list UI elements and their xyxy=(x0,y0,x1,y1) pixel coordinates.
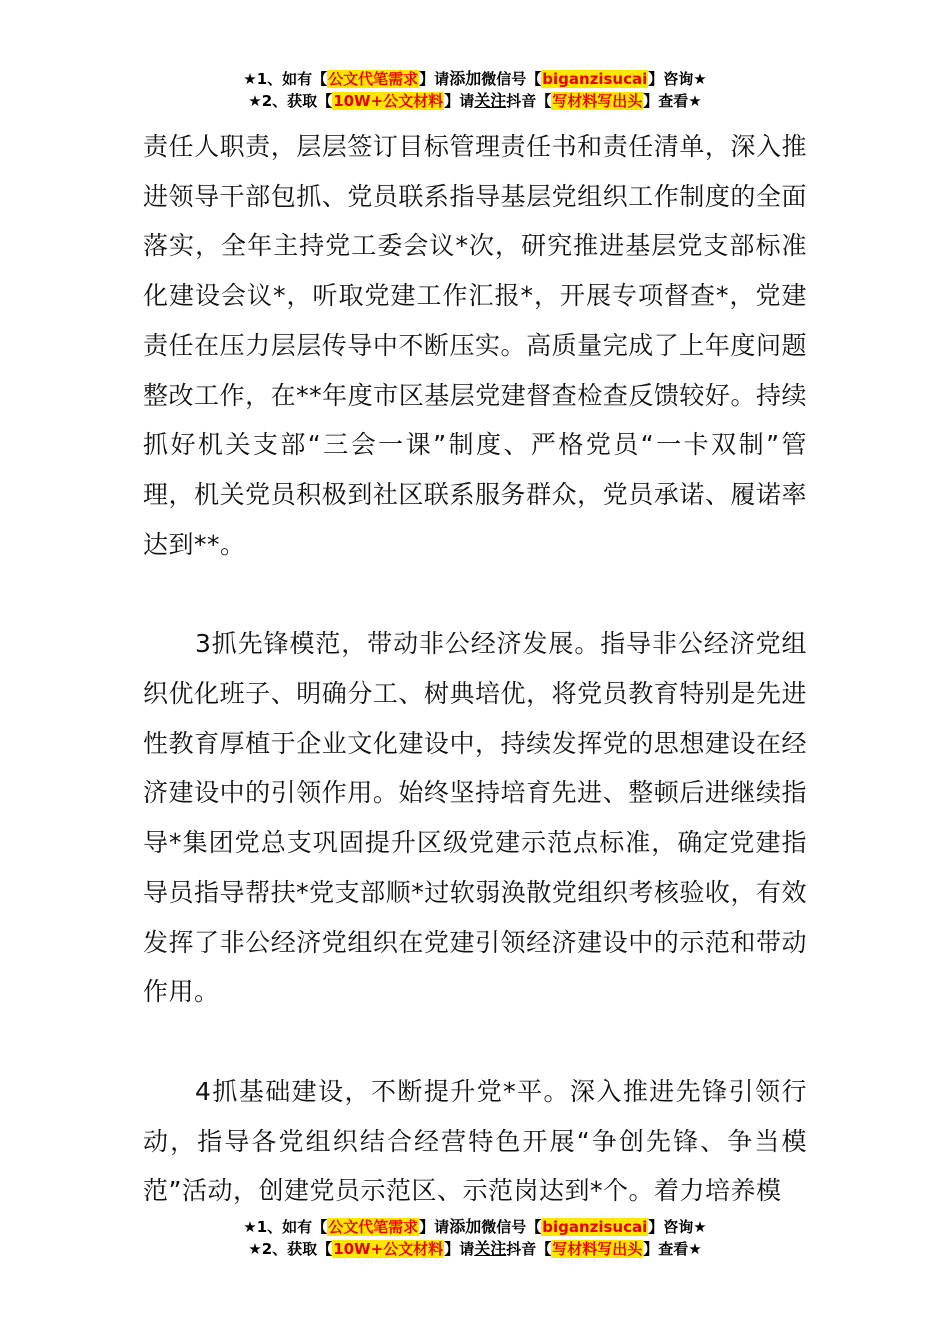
banner-douyin-id: 写材料写出头 xyxy=(552,92,643,110)
banner-text: ★1、如有【 xyxy=(243,70,328,88)
paragraph-2: 3抓先锋模范，带动非公经济发展。指导非公经济党组织优化班子、明确分工、树典培优，将党员教育特别是先进性教育厚植于企业文化建设中，持续发挥党的思想建设在经济建设中的引领作用。始终坚持培育先进、整顿后进继续指导*集团党总支巩固提升区级党建示范点标准，确定党建指导员指导帮扶*党支部顺*过软弱涣散党组织考核验收，有效发挥了非公经济党组织在党建引领经济建设中的示范和带动作用。 xyxy=(143,629,807,1007)
banner-text: ★2、获取【 xyxy=(248,1240,333,1258)
banner-line-1 xyxy=(0,1216,950,1238)
banner-emphasis: 关注 xyxy=(474,1239,507,1258)
banner-emphasis: 添加 xyxy=(449,1217,482,1236)
banner-douyin-id: 写材料写出头 xyxy=(552,1240,643,1258)
banner-highlight: 公文代笔需求 xyxy=(328,70,419,88)
paragraph-3: 4抓基础建设，不断提升党*平。深入推进先锋引领行动，指导各党组织结合经营特色开展“争创先锋、争当模范”活动，创建党员示范区、示范岗达到*个。着力培养模 xyxy=(143,1076,807,1206)
banner-highlight: 公文代笔需求 xyxy=(328,1218,419,1236)
banner-text: 微信号【 xyxy=(481,70,542,88)
banner-line-2 xyxy=(0,90,950,112)
banner-text: 抖音【 xyxy=(506,1240,552,1258)
banner-text: 】咨询★ xyxy=(648,70,707,88)
banner-text: 微信号【 xyxy=(481,1218,542,1236)
banner-text: 抖音【 xyxy=(506,92,552,110)
banner-wechat-id: biganzisucai xyxy=(542,70,648,88)
banner-emphasis: 关注 xyxy=(474,91,507,110)
banner-line-2 xyxy=(0,1238,950,1260)
paragraph-spacer xyxy=(143,1017,807,1067)
banner-text: 】请 xyxy=(419,1218,450,1236)
banner-text: ★1、如有【 xyxy=(243,1218,328,1236)
banner-line-1 xyxy=(0,68,950,90)
banner-emphasis: 添加 xyxy=(449,69,482,88)
banner-highlight: 10W+公文材料 xyxy=(333,92,444,110)
document-body xyxy=(143,122,807,1216)
banner-text: 】咨询★ xyxy=(648,1218,707,1236)
banner-highlight: 10W+公文材料 xyxy=(333,1240,444,1258)
banner-text: 】请 xyxy=(444,92,475,110)
footer-banner xyxy=(0,1216,950,1260)
banner-wechat-id: biganzisucai xyxy=(542,1218,648,1236)
header-banner xyxy=(0,68,950,112)
banner-text: 】查看★ xyxy=(643,1240,702,1258)
banner-text: ★2、获取【 xyxy=(248,92,333,110)
banner-text: 】请 xyxy=(444,1240,475,1258)
banner-text: 】请 xyxy=(419,70,450,88)
paragraph-1: 责任人职责，层层签订目标管理责任书和责任清单，深入推进领导干部包抓、党员联系指导基层党组织工作制度的全面落实，全年主持党工委会议*次，研究推进基层党支部标准化建设会议*，听取党建工作汇报*，开展专项督查*，党建责任在压力层层传导中不断压实。高质量完成了上年度问题整改工作，在**年度市区基层党建督查检查反馈较好。持续抓好机关支部“三会一课”制度、严格党员“一卡双制”管理，机关党员积极到社区联系服务群众，党员承诺、履诺率达到**。 xyxy=(143,132,807,559)
paragraph-spacer xyxy=(143,569,807,619)
banner-text: 】查看★ xyxy=(643,92,702,110)
